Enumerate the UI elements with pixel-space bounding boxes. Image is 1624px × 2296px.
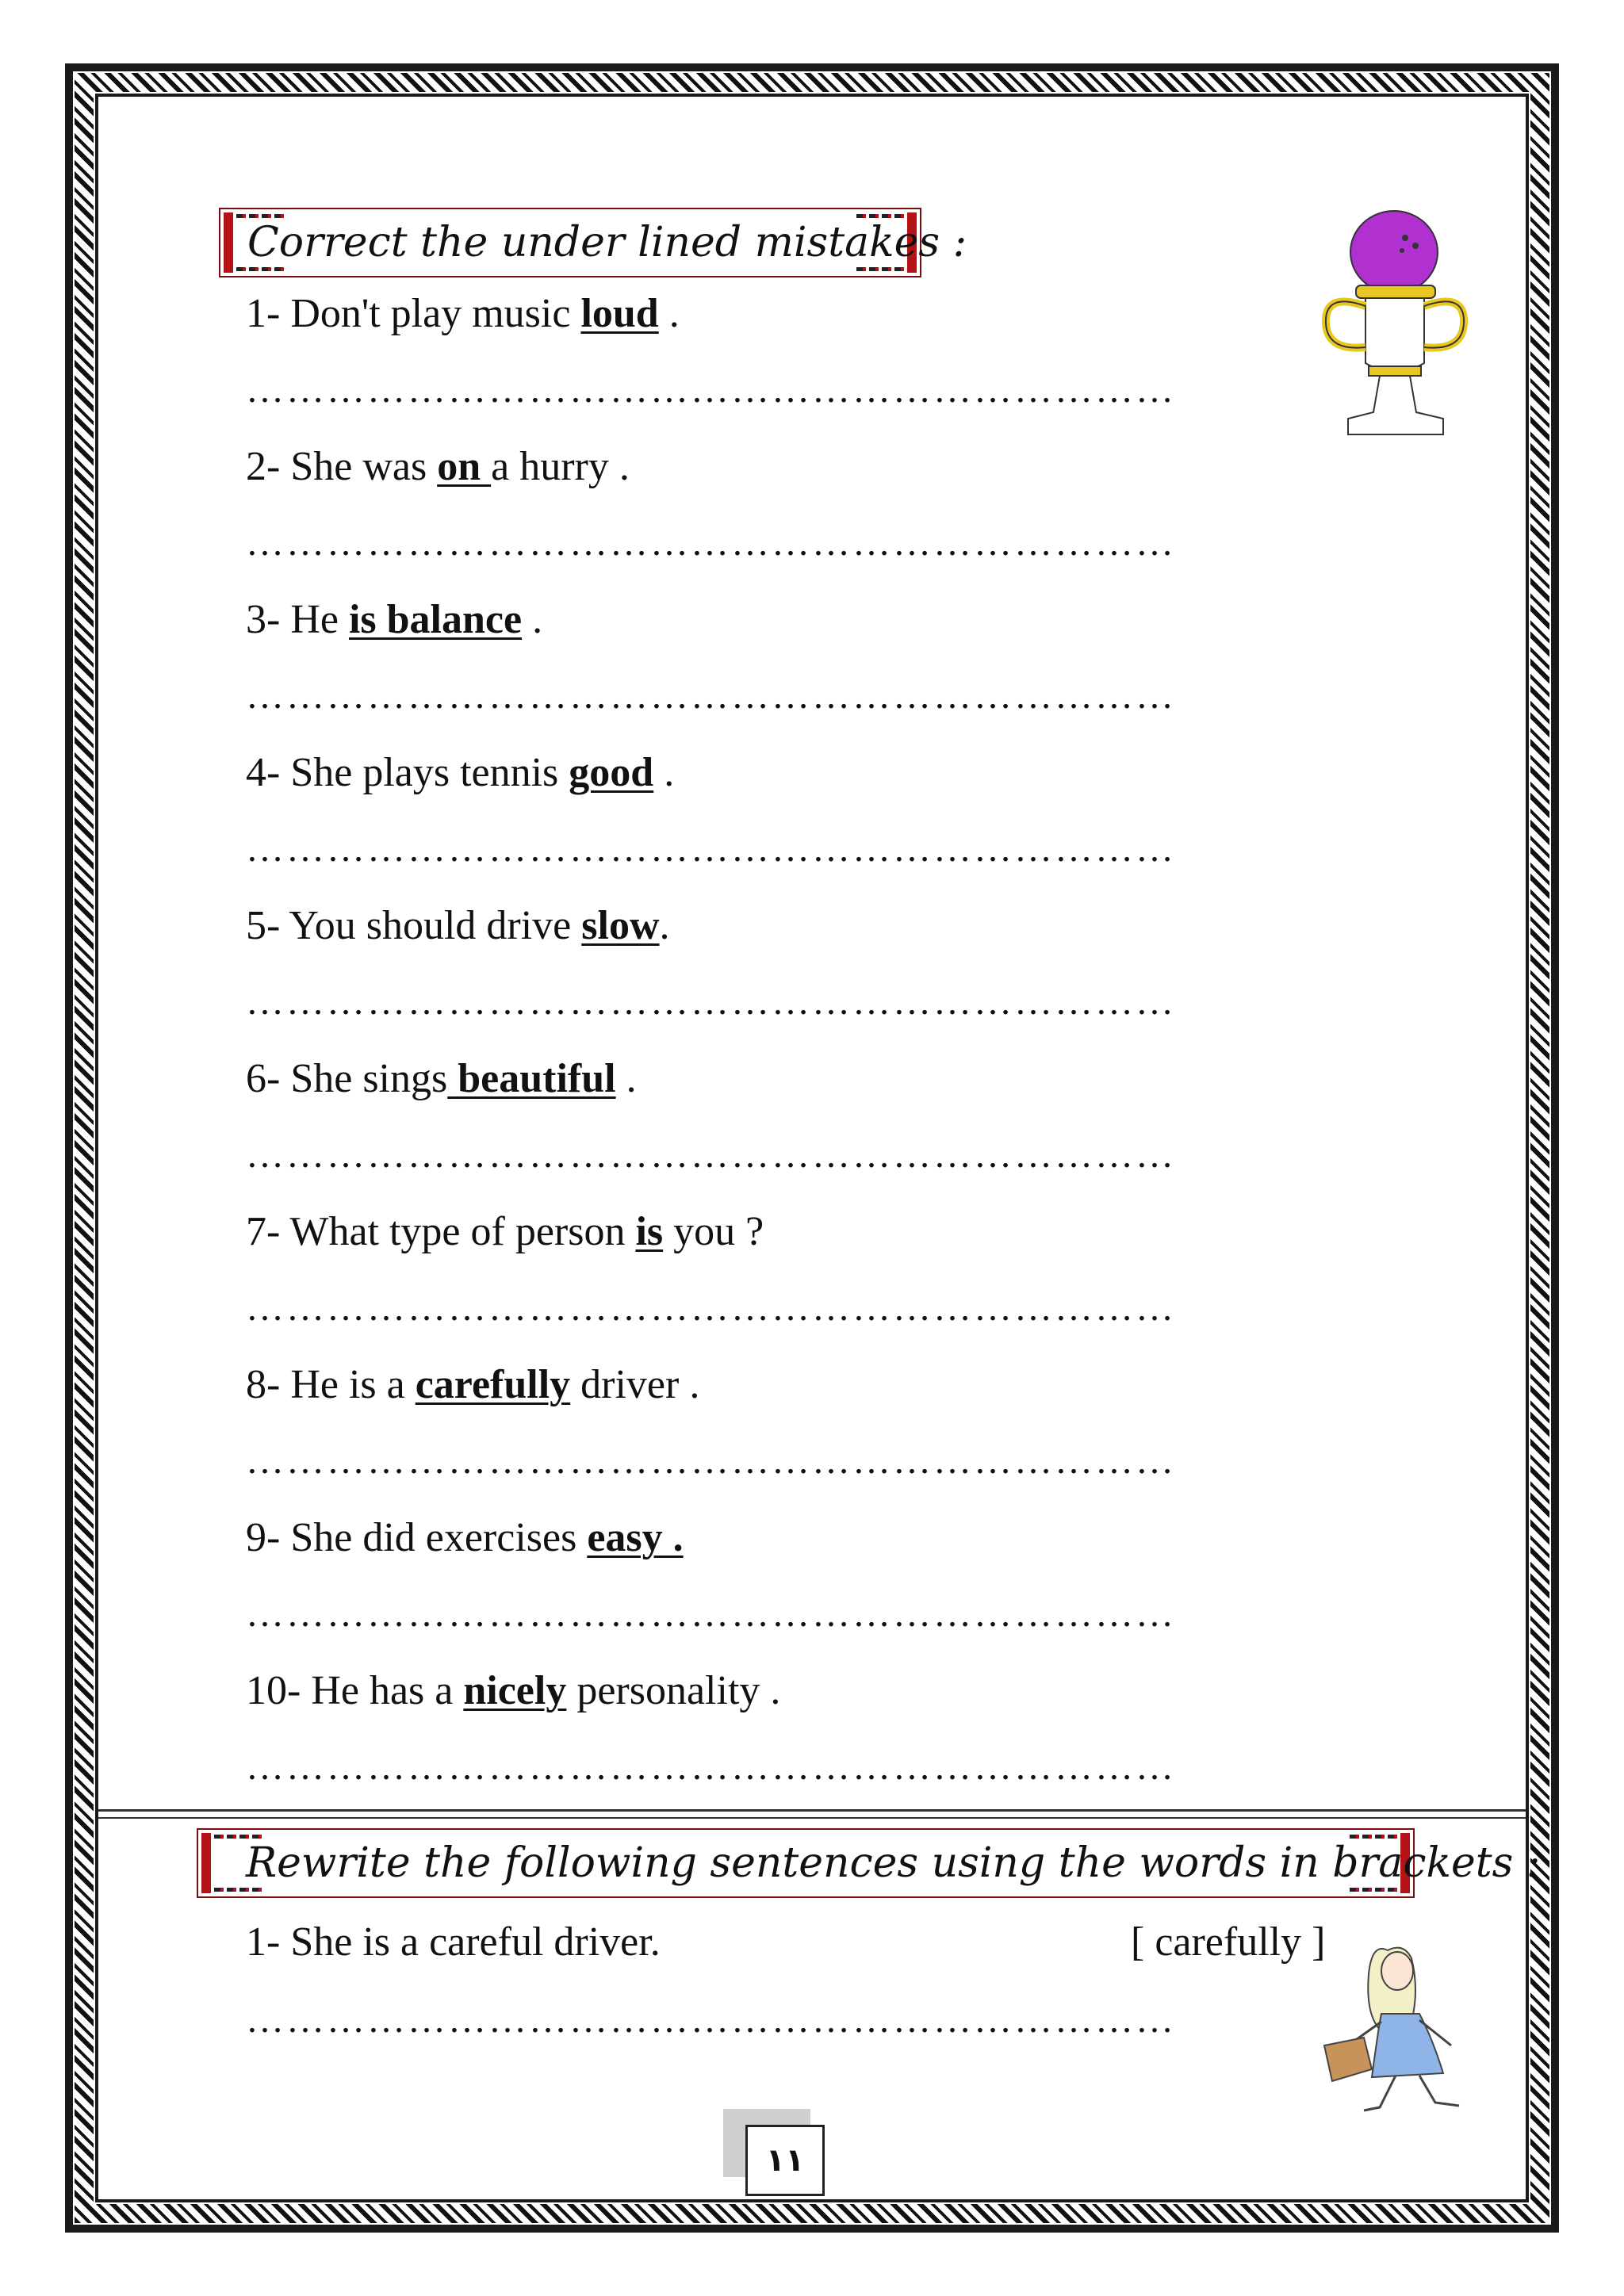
underlined-mistake: slow xyxy=(581,903,660,948)
walking-girl-illustration xyxy=(1293,1927,1499,2117)
answer-line[interactable]: …………………………………………………………… xyxy=(246,1593,1176,1635)
answer-line[interactable]: …………………………………………………………… xyxy=(246,1287,1176,1329)
question-text-end: driver . xyxy=(570,1362,700,1407)
question-1 xyxy=(246,290,680,337)
underlined-mistake: is xyxy=(635,1209,664,1254)
answer-line[interactable]: …………………………………………………………… xyxy=(246,1440,1176,1482)
trophy-icon xyxy=(1300,205,1491,442)
question-text-end: you ? xyxy=(663,1209,764,1254)
question-text: 6- She sings xyxy=(246,1056,448,1101)
question-text-end: . xyxy=(615,1056,637,1101)
section2-hint: [ carefully ] xyxy=(1131,1919,1326,1965)
section-divider-thin xyxy=(98,1817,1526,1819)
question-text: 1- Don't play music xyxy=(246,291,581,336)
question-text: 8- He is a xyxy=(246,1362,416,1407)
answer-line[interactable]: …………………………………………………………… xyxy=(246,369,1176,411)
underlined-mistake: loud xyxy=(580,291,659,336)
question-text: 7- What type of person xyxy=(246,1209,636,1254)
question-8 xyxy=(246,1361,699,1408)
question-text: 2- She was xyxy=(246,444,438,489)
question-text: 4- She plays tennis xyxy=(246,750,569,795)
question-text: 9- She did exercises xyxy=(246,1515,588,1560)
underlined-mistake: carefully xyxy=(415,1362,571,1407)
underlined-mistake: on xyxy=(437,444,492,489)
question-4 xyxy=(246,749,674,796)
question-5 xyxy=(246,902,670,949)
underlined-mistake: easy . xyxy=(587,1515,684,1560)
question-text-end: . xyxy=(522,597,543,642)
question-text: 10- He has a xyxy=(246,1668,464,1713)
question-text-end: personality . xyxy=(566,1668,781,1713)
question-2 xyxy=(246,443,630,490)
question-6 xyxy=(246,1055,637,1102)
underlined-mistake: good xyxy=(569,750,654,795)
underlined-mistake: nicely xyxy=(463,1668,567,1713)
question-text-end: . xyxy=(653,750,675,795)
underlined-mistake: beautiful xyxy=(447,1056,616,1101)
question-text-end: . xyxy=(659,903,670,948)
question-text-end: a hurry . xyxy=(491,444,630,489)
section1-header-banner xyxy=(219,208,967,277)
section2-title: Rewrite the following sentences using the words in brackets : xyxy=(246,1839,1541,1887)
section1-title: Correct the under lined mistakes : xyxy=(247,219,967,266)
question-10 xyxy=(246,1667,780,1714)
section-divider xyxy=(98,1809,1526,1812)
question-3 xyxy=(246,596,542,643)
question-9 xyxy=(246,1514,684,1561)
answer-line[interactable]: …………………………………………………………… xyxy=(246,981,1176,1023)
section2-sentence: 1- She is a careful driver. xyxy=(246,1919,661,1965)
answer-line[interactable]: …………………………………………………………… xyxy=(246,675,1176,717)
section2-header-banner xyxy=(197,1828,1541,1898)
page-number: ١١ xyxy=(745,2125,825,2196)
answer-line[interactable]: …………………………………………………………… xyxy=(246,1746,1176,1788)
question-text-end: . xyxy=(658,291,680,336)
question-text: 5- You should drive xyxy=(246,903,582,948)
answer-line[interactable]: …………………………………………………………… xyxy=(246,828,1176,870)
answer-line[interactable]: …………………………………………………………… xyxy=(246,1999,1176,2041)
question-7 xyxy=(246,1208,764,1255)
answer-line[interactable]: …………………………………………………………… xyxy=(246,1134,1176,1176)
answer-line[interactable]: …………………………………………………………… xyxy=(246,522,1176,564)
underlined-mistake: is balance xyxy=(348,597,523,642)
question-text: 3- He xyxy=(246,597,349,642)
